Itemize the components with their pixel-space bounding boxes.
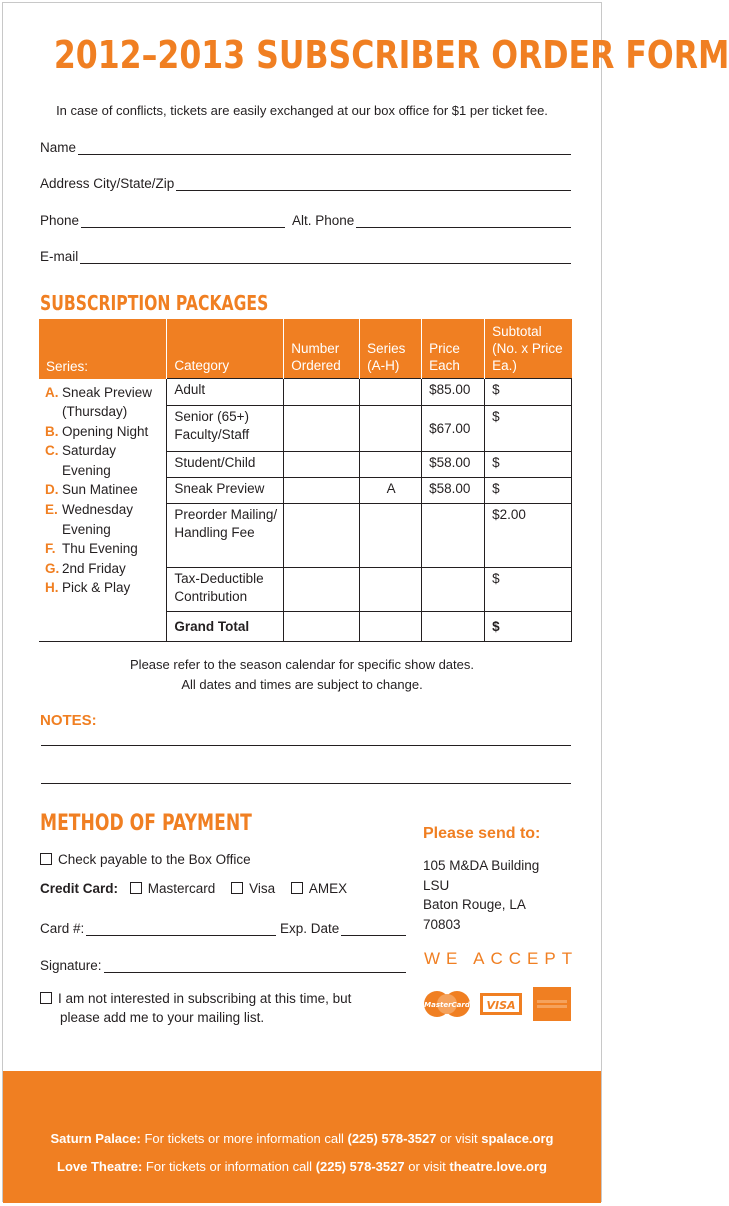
- price-cell: [422, 568, 485, 612]
- number-ordered-input[interactable]: [284, 379, 360, 406]
- signature-label: Signature:: [40, 958, 102, 973]
- email-label: E-mail: [40, 249, 79, 264]
- number-ordered-input[interactable]: [284, 452, 360, 478]
- address-line-3: Baton Rouge, LA: [423, 897, 526, 912]
- calendar-note-1: Please refer to the season calendar for specific show dates.: [130, 657, 474, 672]
- price-cell: [422, 612, 485, 642]
- price-cell: $58.00: [422, 452, 485, 478]
- credit-card-row: [40, 881, 347, 896]
- list-item: F. Thu Evening: [45, 541, 138, 557]
- subtotal-input[interactable]: $: [485, 452, 572, 478]
- number-ordered-input[interactable]: [284, 568, 360, 612]
- price-cell: [422, 504, 485, 568]
- card-number-label: Card #:: [40, 921, 85, 936]
- mailing-list-checkbox[interactable]: [40, 992, 52, 1004]
- footer-link-theatre[interactable]: theatre.love.org: [449, 1159, 547, 1174]
- amex-label: AMEX: [308, 881, 348, 896]
- price-cell: $58.00: [422, 478, 485, 504]
- visa-label: Visa: [249, 881, 276, 896]
- header-price-each: Price Each: [422, 319, 485, 379]
- address-line-4: 70803: [423, 916, 461, 932]
- list-item: E. Wednesday Evening: [45, 502, 134, 537]
- footer-line-2: Love Theatre: For tickets or information call (225) 578-3527 or visit theatre.love.org: [57, 1159, 547, 1174]
- category-cell: Tax-Deductible Contribution: [167, 568, 284, 612]
- signature-field[interactable]: [40, 958, 406, 973]
- exp-date-field[interactable]: [280, 921, 406, 936]
- notes-line-2[interactable]: [41, 783, 571, 784]
- exp-date-line[interactable]: [341, 923, 406, 936]
- mastercard-logo-text: MasterCard: [424, 1001, 470, 1009]
- address-line-1: 105 M&DA Building: [423, 858, 540, 873]
- phone-label: Phone: [40, 213, 80, 228]
- footer-link-spalace[interactable]: spalace.org: [481, 1131, 554, 1146]
- series-letter-input[interactable]: [360, 379, 422, 406]
- visa-checkbox[interactable]: [231, 882, 243, 894]
- price-cell: $67.00: [422, 406, 485, 452]
- list-item: C. Saturday Evening: [45, 443, 117, 478]
- series-letter-input[interactable]: [360, 568, 422, 612]
- payment-heading: METHOD OF PAYMENT: [40, 811, 252, 836]
- form-title: 2012–2013 SUBSCRIBER ORDER FORM: [53, 33, 729, 77]
- header-number-ordered: Number Ordered: [284, 319, 360, 379]
- header-series-letter: Series (A-H): [360, 319, 422, 379]
- mailing-address: [423, 856, 539, 934]
- we-accept-label: WE ACCEPT: [424, 949, 579, 968]
- number-ordered-input[interactable]: [284, 406, 360, 452]
- phone-field[interactable]: [40, 213, 285, 228]
- intro-text: In case of conflicts, tickets are easily exchanged at our box office for $1 per ticket fee.: [56, 103, 548, 118]
- alt-phone-label: Alt. Phone: [292, 213, 355, 228]
- mastercard-label: Mastercard: [147, 881, 216, 896]
- name-label: Name: [40, 140, 77, 155]
- series-list-cell: [39, 379, 167, 642]
- footer-line-1: Saturn Palace: For tickets or more information call (225) 578-3527 or visit spalace.org: [50, 1131, 554, 1146]
- send-to-heading: Please send to:: [423, 825, 541, 842]
- address-line-2: LSU: [423, 877, 450, 893]
- list-item: D. Sun Matinee: [45, 482, 138, 498]
- series-letter-input[interactable]: [360, 504, 422, 568]
- contribution-input[interactable]: $: [485, 568, 572, 612]
- mailing-list-label-2: please add me to your mailing list.: [60, 1010, 265, 1025]
- number-ordered-input[interactable]: [284, 478, 360, 504]
- mailing-list-label-1: I am not interested in subscribing at this time, but: [58, 991, 352, 1006]
- series-letter-input[interactable]: [360, 406, 422, 452]
- email-field[interactable]: [40, 249, 571, 264]
- email-line[interactable]: [80, 251, 571, 264]
- alt-phone-field[interactable]: [292, 213, 571, 228]
- alt-phone-line[interactable]: [356, 215, 571, 228]
- category-cell: Senior (65+) Faculty/Staff: [167, 406, 284, 452]
- header-subtotal: Subtotal (No. x Price Ea.): [485, 319, 572, 379]
- notes-line-1[interactable]: [41, 745, 571, 746]
- name-field[interactable]: [40, 140, 571, 155]
- visa-logo-icon: [480, 993, 522, 1015]
- address-field[interactable]: [40, 176, 571, 191]
- subtotal-input[interactable]: $: [485, 406, 572, 452]
- check-option[interactable]: [40, 852, 251, 867]
- category-cell: Student/Child: [167, 452, 284, 478]
- signature-line[interactable]: [104, 960, 406, 973]
- list-item: G. 2nd Friday: [45, 560, 126, 576]
- subtotal-input[interactable]: $: [485, 478, 572, 504]
- address-label: Address City/State/Zip: [40, 176, 175, 191]
- list-item: B. Opening Night: [45, 423, 149, 439]
- visa-logo-text: VISA: [486, 999, 516, 1012]
- series-letter-input[interactable]: [360, 452, 422, 478]
- mastercard-checkbox[interactable]: [130, 882, 142, 894]
- series-letter-input[interactable]: [360, 612, 422, 642]
- amex-checkbox[interactable]: [291, 882, 303, 894]
- exp-date-label: Exp. Date: [280, 921, 340, 936]
- amex-logo-icon: [533, 987, 571, 1021]
- price-cell: $85.00: [422, 379, 485, 406]
- number-ordered-input[interactable]: [284, 612, 360, 642]
- subtotal-cell: $2.00: [485, 504, 572, 568]
- number-ordered-input[interactable]: [284, 504, 360, 568]
- table-row: [39, 379, 572, 406]
- header-series: Series:: [39, 319, 167, 379]
- subtotal-input[interactable]: $: [485, 379, 572, 406]
- list-item: H. Pick & Play: [45, 580, 131, 596]
- footer: [3, 1071, 601, 1203]
- packages-table: [39, 319, 572, 642]
- name-line[interactable]: [78, 142, 571, 155]
- address-line[interactable]: [176, 178, 571, 191]
- card-logos: [423, 986, 573, 1022]
- notes-label: NOTES:: [40, 712, 97, 729]
- credit-card-label: Credit Card:: [40, 881, 119, 896]
- order-form: [2, 2, 729, 1202]
- card-number-field[interactable]: [40, 921, 276, 936]
- list-item: A. Sneak Preview (Thursday): [45, 384, 153, 420]
- check-label: Check payable to the Box Office: [58, 852, 251, 867]
- category-cell: Adult: [167, 379, 284, 406]
- grand-total-input[interactable]: $: [485, 612, 572, 642]
- mailing-list-option[interactable]: [40, 989, 351, 1027]
- calendar-note-2: All dates and times are subject to change.: [181, 677, 423, 692]
- category-cell: Sneak Preview: [167, 478, 284, 504]
- check-checkbox[interactable]: [40, 853, 52, 865]
- card-number-line[interactable]: [86, 923, 276, 936]
- series-list: [45, 383, 164, 599]
- mastercard-logo-icon: [424, 991, 471, 1017]
- series-letter-input[interactable]: A: [360, 478, 422, 504]
- packages-heading: SUBSCRIPTION PACKAGES: [40, 291, 269, 315]
- grand-total-label: Grand Total: [167, 612, 284, 642]
- category-cell: Preorder Mailing/ Handling Fee: [167, 504, 284, 568]
- header-category: Category: [167, 319, 284, 379]
- phone-line[interactable]: [81, 215, 285, 228]
